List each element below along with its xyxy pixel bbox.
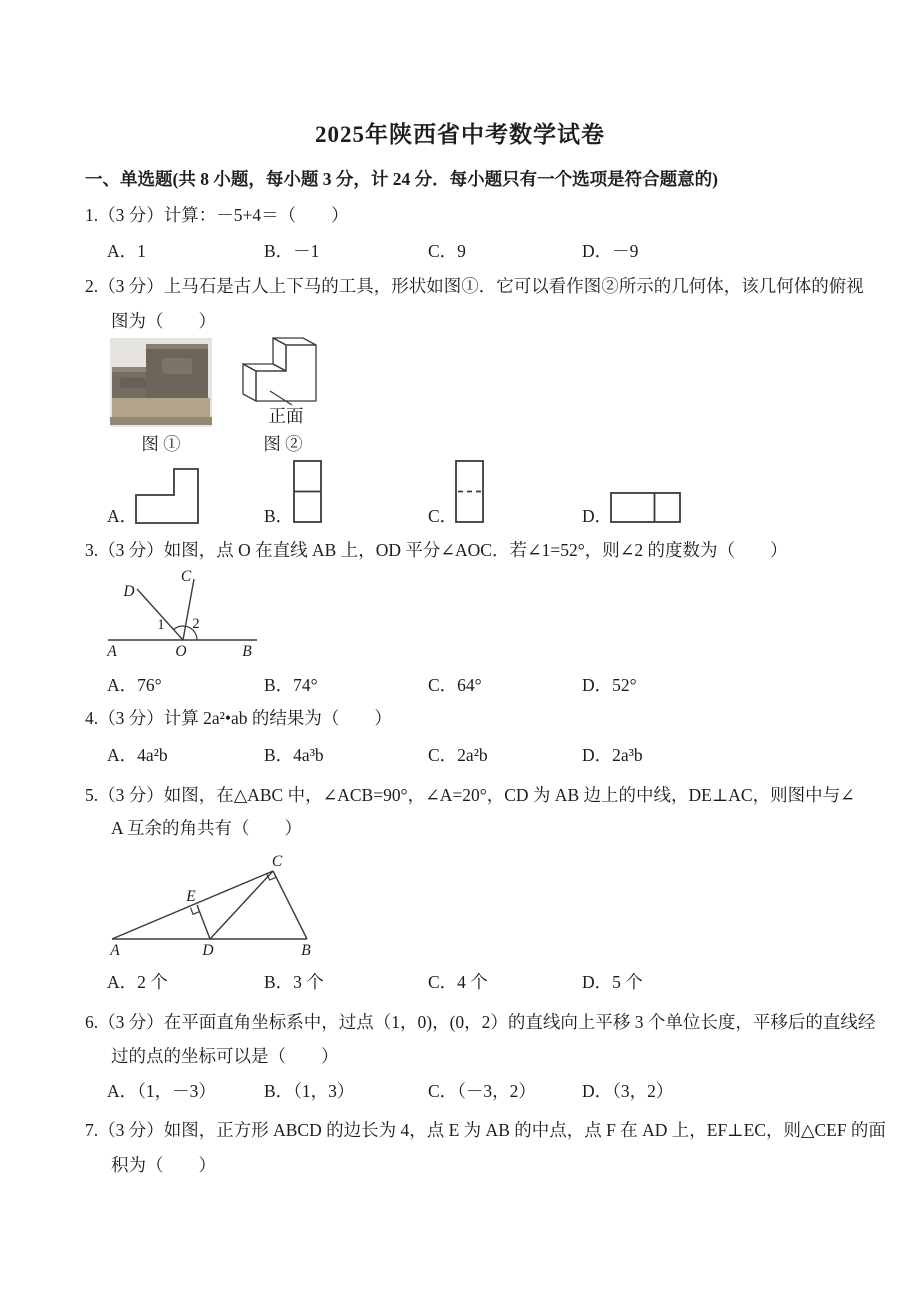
q2-option-b-shape bbox=[293, 460, 323, 524]
q7-stem-line1: 7.（3 分）如图，正方形 ABCD 的边长为 4，点 E 为 AB 的中点，点 F 在 AD 上，EF⊥EC，则△CEF 的面 bbox=[85, 1120, 886, 1140]
q3-label-a: A bbox=[107, 643, 117, 660]
q5-triangle-figure bbox=[105, 848, 317, 966]
photo-ground-shadow bbox=[110, 417, 212, 425]
q3-stem: 3.（3 分）如图，点 O 在直线 AB 上，OD 平分∠AOC．若∠1=52°，则∠2 的度数为（ ） bbox=[85, 540, 788, 560]
q6-option-c: C．（－3，2） bbox=[428, 1081, 536, 1101]
q3-label-c: C bbox=[180, 568, 192, 585]
q3-angle-figure bbox=[100, 565, 265, 665]
q5-label-c: C bbox=[271, 853, 283, 870]
q3-option-b: B．74° bbox=[264, 675, 318, 695]
q2-stem-line1: 2.（3 分）上马石是古人上下马的工具，形状如图①．它可以看作图②所示的几何体，该几何体的俯视 bbox=[85, 276, 864, 296]
q2-stone-photo bbox=[110, 338, 212, 427]
q3-option-a: A．76° bbox=[107, 675, 162, 695]
q5-option-c: C．4 个 bbox=[428, 972, 488, 992]
q5-stem-line2: A 互余的角共有（ ） bbox=[111, 818, 303, 838]
photo-texture-spot bbox=[162, 358, 192, 374]
page-title: 2025年陕西省中考数学试卷 bbox=[315, 122, 605, 147]
q2-solid-figure bbox=[238, 335, 326, 409]
q2-option-a-letter: A． bbox=[107, 506, 138, 526]
q3-option-d: D．52° bbox=[582, 675, 637, 695]
q6-stem-line2: 过的点的坐标可以是（ ） bbox=[111, 1046, 339, 1066]
q5-option-b: B．3 个 bbox=[264, 972, 324, 992]
q2-option-b-letter: B． bbox=[264, 506, 294, 526]
q6-option-d: D．（3，2） bbox=[582, 1081, 674, 1101]
q3-label-o: O bbox=[175, 643, 187, 660]
q6-option-b: B．（1，3） bbox=[264, 1081, 355, 1101]
q1-option-a: A．1 bbox=[107, 241, 146, 261]
q1-stem: 1.（3 分）计算：－5+4＝（ ） bbox=[85, 205, 349, 225]
q1-option-c: C．9 bbox=[428, 241, 466, 261]
q5-label-b: B bbox=[301, 942, 311, 959]
q5-label-e: E bbox=[186, 888, 196, 905]
q7-stem-line2: 积为（ ） bbox=[111, 1155, 216, 1175]
q2-figure2-caption: 图 ② bbox=[263, 434, 303, 454]
q2-option-a-shape bbox=[134, 467, 200, 525]
front-face-pointer-line bbox=[270, 391, 292, 405]
photo-stone-base bbox=[112, 398, 210, 417]
q3-option-c: C．64° bbox=[428, 675, 482, 695]
q3-label-angle1: 1 bbox=[157, 617, 165, 633]
q3-label-angle2: 2 bbox=[192, 616, 200, 632]
q4-option-b: B．4a³b bbox=[264, 745, 324, 765]
q4-option-a: A．4a²b bbox=[107, 745, 168, 765]
q4-stem: 4.（3 分）计算 2a²•ab 的结果为（ ） bbox=[85, 708, 392, 728]
q3-label-d: D bbox=[123, 583, 135, 600]
q6-option-a: A．（1，－3） bbox=[107, 1081, 216, 1101]
q1-option-b: B．－1 bbox=[264, 241, 320, 261]
q5-label-a: A bbox=[110, 942, 120, 959]
q2-stem-line2: 图为（ ） bbox=[111, 311, 216, 331]
q3-label-b: B bbox=[242, 643, 252, 660]
photo-texture-spot bbox=[120, 378, 146, 388]
photo-right-block-top bbox=[146, 344, 208, 349]
q2-front-face-label: 正面 bbox=[268, 406, 304, 426]
q4-option-d: D．2a³b bbox=[582, 745, 643, 765]
q5-stem-line1: 5.（3 分）如图，在△ABC 中，∠ACB=90°，∠A=20°，CD 为 AB 边上的中线，DE⊥AC，则图中与∠ bbox=[85, 785, 855, 805]
q2-figure1-caption: 图 ① bbox=[141, 434, 181, 454]
q5-option-a: A．2 个 bbox=[107, 972, 168, 992]
q5-option-d: D．5 个 bbox=[582, 972, 643, 992]
q2-option-d-letter: D． bbox=[582, 506, 613, 526]
section-heading: 一、单选题(共 8 小题，每小题 3 分，计 24 分．每小题只有一个选项是符合题意的) bbox=[85, 169, 718, 189]
q2-option-c-letter: C． bbox=[428, 506, 458, 526]
q1-option-d: D．－9 bbox=[582, 241, 639, 261]
q2-option-d-shape bbox=[610, 492, 682, 524]
q4-option-c: C．2a²b bbox=[428, 745, 488, 765]
q6-stem-line1: 6.（3 分）在平面直角坐标系中，过点（1，0)，(0，2）的直线向上平移 3 个单位长度，平移后的直线经 bbox=[85, 1012, 876, 1032]
q5-label-d: D bbox=[202, 942, 214, 959]
q2-option-c-shape bbox=[455, 460, 485, 524]
